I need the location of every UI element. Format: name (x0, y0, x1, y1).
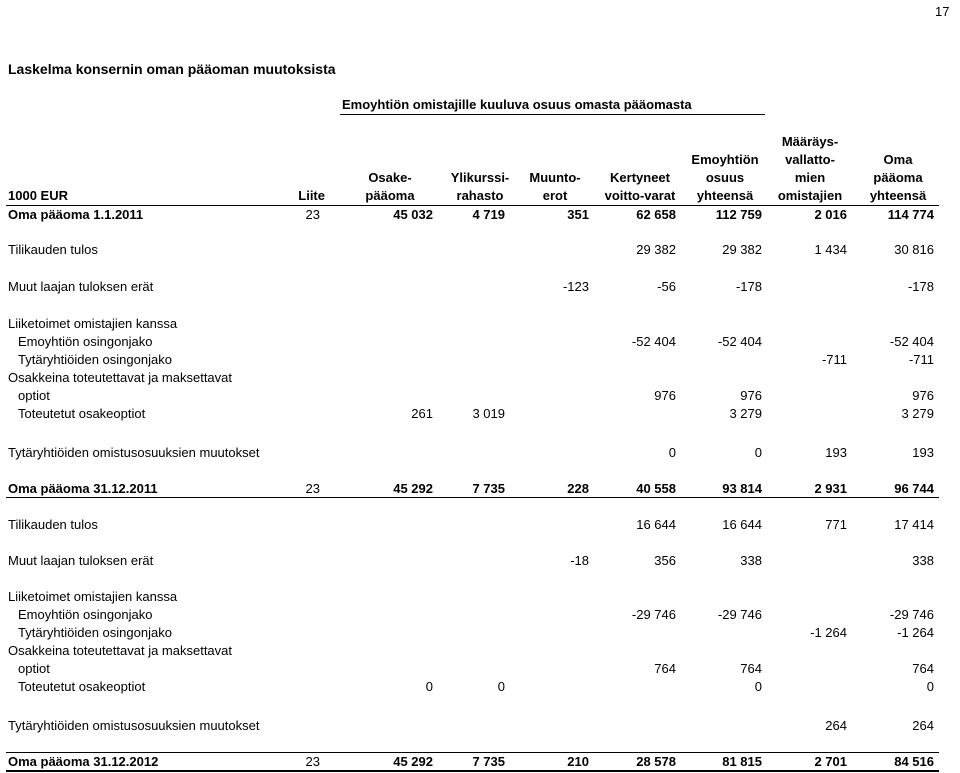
cell-oma: 84 516 (894, 754, 934, 769)
cell-muunto: 351 (567, 207, 589, 222)
cell-emo: 81 815 (722, 754, 762, 769)
cell-maarays: -1 264 (810, 625, 847, 640)
oma-header-2: pääoma (873, 170, 923, 185)
page-title: Laskelma konsernin oman pääoman muutoksista (8, 61, 336, 77)
cell-oma: 30 816 (894, 242, 934, 257)
cell-maarays: 2 931 (814, 481, 847, 496)
kertyneet-header-1: Kertyneet (610, 170, 670, 185)
row-label: Osakkeina toteutettavat ja maksettavat (8, 643, 233, 658)
bottom-rule (6, 770, 939, 772)
cell-kertyneet: 28 578 (636, 754, 676, 769)
row-label: Osakkeina toteutettavat ja maksettavat (8, 370, 233, 385)
group-header-underline (340, 114, 765, 115)
header-rule (6, 205, 939, 206)
cell-emo: 764 (740, 661, 762, 676)
cell-emo: 29 382 (722, 242, 762, 257)
ylikurssi-header-1: Ylikurssi- (450, 170, 510, 185)
maarays-header-3: mien (794, 170, 826, 185)
cell-emo: 112 759 (715, 207, 762, 222)
row-label: Tilikauden tulos (8, 242, 98, 257)
group-header: Emoyhtiön omistajille kuuluva osuus omasta pääomasta (342, 97, 692, 112)
unit-header: 1000 EUR (8, 188, 68, 203)
cell-maarays: 2 016 (814, 207, 847, 222)
cell-oma: 0 (926, 679, 934, 694)
emo-header-1: Emoyhtiön (691, 152, 759, 167)
cell-oma: 96 744 (894, 481, 934, 496)
cell-emo: 976 (740, 388, 762, 403)
row-label: Liiketoimet omistajien kanssa (8, 589, 178, 604)
cell-osake: 45 292 (393, 481, 433, 496)
row-label: Oma pääoma 31.12.2012 (8, 754, 159, 769)
cell-kertyneet: 356 (654, 553, 676, 568)
cell-muunto: -18 (570, 553, 589, 568)
cell-muunto: 210 (567, 754, 589, 769)
cell-oma: -1 264 (897, 625, 934, 640)
row-label: Tytäryhtiöiden omistusosuuksien muutokset (8, 445, 260, 460)
cell-ylikurssi: 7 735 (472, 481, 505, 496)
cell-maarays: 264 (825, 718, 847, 733)
row-label: Tytäryhtiöiden omistusosuuksien muutokset (8, 718, 260, 733)
emo-header-3: yhteensä (696, 188, 754, 203)
cell-emo: 93 814 (722, 481, 762, 496)
cell-maarays: -711 (821, 352, 847, 367)
cell-ylikurssi: 3 019 (472, 406, 505, 421)
cell-ylikurssi: 7 735 (472, 754, 505, 769)
cell-maarays: 193 (825, 445, 847, 460)
row-label: Oma pääoma 31.12.2011 (8, 481, 158, 496)
total-2012-rule (6, 752, 939, 753)
row-label: Emoyhtiön osingonjako (18, 334, 153, 349)
cell-liite: 23 (305, 481, 320, 496)
page-number: 17 (935, 4, 950, 19)
cell-kertyneet: 976 (654, 388, 676, 403)
cell-oma: -52 404 (889, 334, 934, 349)
cell-oma: 764 (912, 661, 934, 676)
row-label: Tytäryhtiöiden osingonjako (18, 352, 172, 367)
cell-ylikurssi: 4 719 (472, 207, 505, 222)
cell-emo: -29 746 (717, 607, 762, 622)
cell-kertyneet: 62 658 (636, 207, 676, 222)
cell-emo: 3 279 (729, 406, 762, 421)
cell-kertyneet: 29 382 (636, 242, 676, 257)
cell-emo: 338 (740, 553, 762, 568)
row-label: Tilikauden tulos (8, 517, 98, 532)
cell-kertyneet: -56 (657, 279, 676, 294)
osake-header-2: pääoma (365, 188, 415, 203)
cell-emo: 0 (754, 445, 762, 460)
cell-osake: 45 292 (393, 754, 433, 769)
cell-kertyneet: 16 644 (636, 517, 676, 532)
cell-kertyneet: -29 746 (631, 607, 676, 622)
cell-kertyneet: 764 (654, 661, 676, 676)
cell-ylikurssi: 0 (497, 679, 505, 694)
osake-header-1: Osake- (368, 170, 412, 185)
cell-muunto: 228 (567, 481, 589, 496)
cell-oma: 3 279 (901, 406, 934, 421)
cell-maarays: 1 434 (814, 242, 847, 257)
row-label: optiot (18, 388, 50, 403)
cell-kertyneet: 0 (668, 445, 676, 460)
cell-oma: 338 (912, 553, 934, 568)
cell-oma: -29 746 (889, 607, 934, 622)
row-label: Oma pääoma 1.1.2011 (8, 207, 144, 222)
ylikurssi-header-2: rahasto (456, 188, 504, 203)
total-2011-rule (6, 497, 939, 498)
cell-oma: -711 (908, 352, 934, 367)
row-label: Muut laajan tuloksen erät (8, 279, 154, 294)
muunto-header-2: erot (542, 188, 568, 203)
oma-header-3: yhteensä (869, 188, 927, 203)
cell-emo: -178 (735, 279, 762, 294)
cell-oma: 114 774 (887, 207, 934, 222)
cell-emo: 0 (754, 679, 762, 694)
oma-header-1: Oma (883, 152, 913, 167)
cell-oma: 264 (912, 718, 934, 733)
row-label: Tytäryhtiöiden osingonjako (18, 625, 172, 640)
cell-muunto: -123 (562, 279, 589, 294)
maarays-header-2: vallatto- (785, 152, 835, 167)
row-label: Toteutetut osakeoptiot (18, 406, 146, 421)
kertyneet-header-2: voitto-varat (604, 188, 676, 203)
liite-header: Liite (298, 188, 325, 203)
maarays-header-1: Määräys- (781, 134, 839, 149)
cell-oma: -178 (907, 279, 934, 294)
row-label: Toteutetut osakeoptiot (18, 679, 146, 694)
cell-emo: -52 404 (717, 334, 762, 349)
cell-oma: 976 (912, 388, 934, 403)
cell-oma: 17 414 (894, 517, 934, 532)
row-label: optiot (18, 661, 50, 676)
cell-liite: 23 (305, 207, 320, 222)
cell-oma: 193 (912, 445, 934, 460)
cell-osake: 0 (425, 679, 433, 694)
cell-liite: 23 (305, 754, 320, 769)
cell-kertyneet: 40 558 (636, 481, 676, 496)
cell-emo: 16 644 (722, 517, 762, 532)
row-label: Muut laajan tuloksen erät (8, 553, 154, 568)
cell-kertyneet: -52 404 (631, 334, 676, 349)
maarays-header-4: omistajien (777, 188, 843, 203)
cell-maarays: 771 (825, 517, 847, 532)
emo-header-2: osuus (705, 170, 745, 185)
row-label: Liiketoimet omistajien kanssa (8, 316, 178, 331)
cell-osake: 261 (411, 406, 433, 421)
cell-osake: 45 032 (393, 207, 433, 222)
row-label: Emoyhtiön osingonjako (18, 607, 153, 622)
cell-maarays: 2 701 (814, 754, 847, 769)
muunto-header-1: Muunto- (529, 170, 581, 185)
